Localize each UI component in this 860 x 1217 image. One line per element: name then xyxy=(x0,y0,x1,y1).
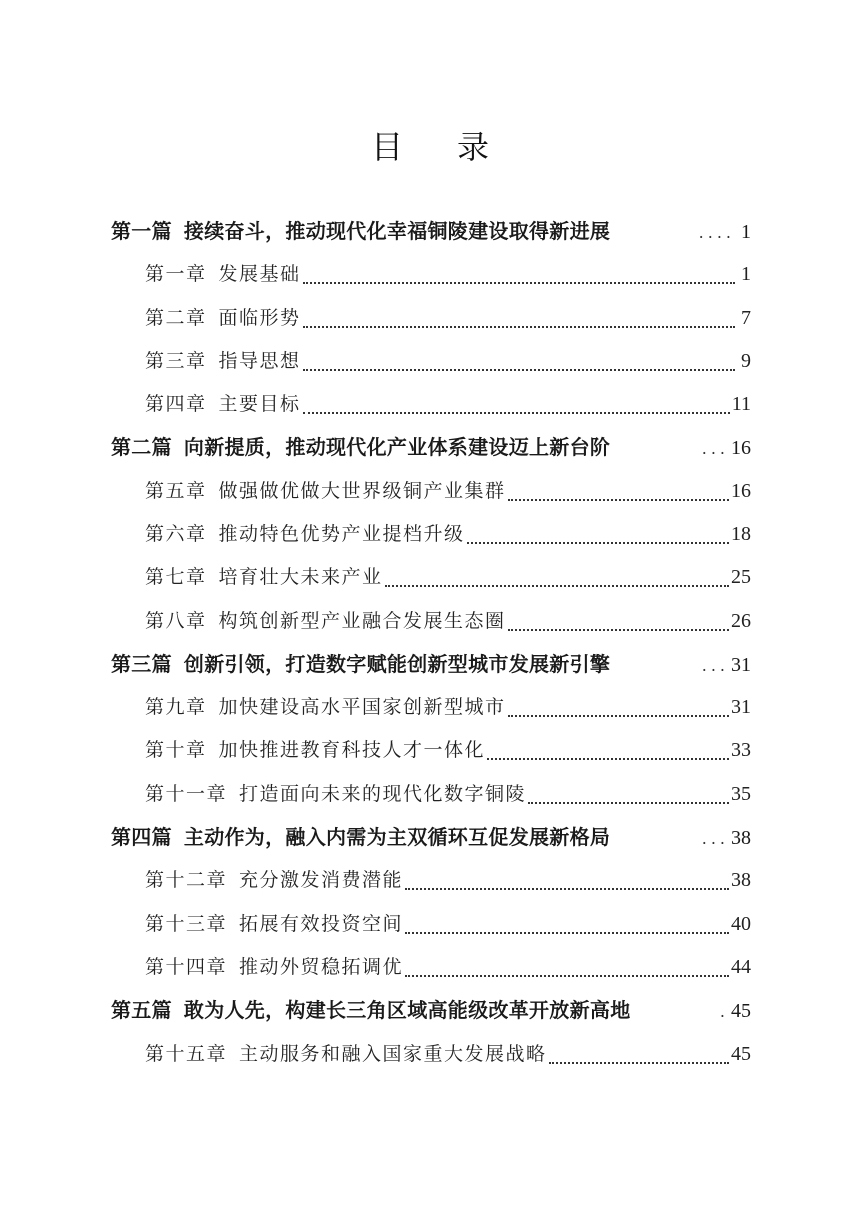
toc-part-entry[interactable] xyxy=(111,989,751,1032)
entry-number: 第十三章 xyxy=(145,913,228,935)
entry-page-number: 26 xyxy=(731,610,751,632)
entry-page-number: 9 xyxy=(741,350,751,372)
dot-leader xyxy=(303,326,735,328)
entry-title: 推动外贸稳拓调优 xyxy=(239,956,404,978)
entry-title: 加快推进教育科技人才一体化 xyxy=(218,739,486,761)
entry-number: 第五章 xyxy=(145,480,207,502)
entry-page-number: 33 xyxy=(731,739,751,761)
dot-leader xyxy=(467,542,729,544)
entry-title: 做强做优做大世界级铜产业集群 xyxy=(218,480,506,502)
entry-page-number: 31 xyxy=(731,696,751,718)
toc-chapter-entry[interactable] xyxy=(145,1033,751,1076)
toc-chapter-entry[interactable] xyxy=(145,513,751,556)
dot-leader xyxy=(405,888,729,890)
entry-number: 第一篇 xyxy=(111,219,172,243)
entry-page-number: 1 xyxy=(741,263,751,285)
entry-number: 第十二章 xyxy=(145,869,228,891)
entry-page-number: 18 xyxy=(731,523,751,545)
entry-page-number: 40 xyxy=(731,913,751,935)
entry-title: 主动作为，融入内需为主双循环互促发展新格局 xyxy=(183,825,611,849)
entry-title: 面临形势 xyxy=(218,307,301,329)
entry-number: 第四章 xyxy=(145,393,207,415)
entry-title: 培育壮大未来产业 xyxy=(218,566,383,588)
entry-title: 充分激发消费潜能 xyxy=(239,869,404,891)
entry-number: 第一章 xyxy=(145,263,207,285)
entry-page-number: 25 xyxy=(731,566,751,588)
entry-title: 创新引领，打造数字赋能创新型城市发展新引擎 xyxy=(183,652,611,676)
entry-number: 第九章 xyxy=(145,696,207,718)
entry-page-number: 38 xyxy=(731,869,751,891)
entry-title: 推动特色优势产业提档升级 xyxy=(218,523,465,545)
dot-leader xyxy=(508,629,729,631)
entry-number: 第二章 xyxy=(145,307,207,329)
dot-leader: . xyxy=(719,1002,729,1021)
entry-number: 第七章 xyxy=(145,566,207,588)
entry-page-number: 44 xyxy=(731,956,751,978)
toc-part-entry[interactable] xyxy=(111,426,751,469)
entry-number: 第十四章 xyxy=(145,956,228,978)
toc-heading xyxy=(0,122,860,172)
toc-chapter-entry[interactable] xyxy=(145,859,751,902)
entry-page-number: 45 xyxy=(731,1000,751,1022)
toc-chapter-entry[interactable] xyxy=(145,773,751,816)
dot-leader xyxy=(385,585,729,587)
entry-page-number: 16 xyxy=(731,480,751,502)
entry-page-number: 45 xyxy=(731,1043,751,1065)
toc-chapter-entry[interactable] xyxy=(145,903,751,946)
entry-number: 第十五章 xyxy=(145,1043,228,1065)
dot-leader xyxy=(508,715,729,717)
dot-leader xyxy=(487,758,729,760)
entry-number: 第五篇 xyxy=(111,998,172,1022)
entry-page-number: 1 xyxy=(741,221,751,243)
dot-leader xyxy=(303,412,730,414)
toc-chapter-entry[interactable] xyxy=(145,297,751,340)
entry-title: 主要目标 xyxy=(218,393,301,415)
entry-number: 第三篇 xyxy=(111,652,172,676)
toc-part-entry[interactable] xyxy=(111,816,751,859)
entry-title: 加快建设高水平国家创新型城市 xyxy=(218,696,506,718)
dot-leader xyxy=(508,499,729,501)
dot-leader: ... xyxy=(701,829,729,848)
toc-chapter-entry[interactable] xyxy=(145,340,751,383)
entry-number: 第十一章 xyxy=(145,783,228,805)
entry-page-number: 16 xyxy=(731,437,751,459)
entry-title: 指导思想 xyxy=(218,350,301,372)
toc-chapter-entry[interactable] xyxy=(145,729,751,772)
entry-number: 第十章 xyxy=(145,739,207,761)
toc-part-entry[interactable] xyxy=(111,643,751,686)
toc-part-entry[interactable] xyxy=(111,210,751,253)
entry-page-number: 7 xyxy=(741,307,751,329)
toc-heading-char-2: 录 xyxy=(457,128,490,166)
toc-chapter-entry[interactable] xyxy=(145,600,751,643)
entry-number: 第八章 xyxy=(145,610,207,632)
dot-leader xyxy=(303,282,735,284)
entry-page-number: 11 xyxy=(731,393,751,415)
entry-number: 第三章 xyxy=(145,350,207,372)
entry-page-number: 38 xyxy=(731,827,751,849)
toc-chapter-entry[interactable] xyxy=(145,470,751,513)
entry-title: 发展基础 xyxy=(218,263,301,285)
toc-heading-char-1: 目 xyxy=(370,128,403,166)
entry-number: 第六章 xyxy=(145,523,207,545)
entry-page-number: 35 xyxy=(731,783,751,805)
entry-title: 向新提质，推动现代化产业体系建设迈上新台阶 xyxy=(183,435,611,459)
dot-leader xyxy=(528,802,729,804)
entry-title: 接续奋斗，推动现代化幸福铜陵建设取得新进展 xyxy=(183,219,611,243)
dot-leader xyxy=(405,932,729,934)
dot-leader: ... xyxy=(701,439,729,458)
entry-title: 敢为人先，构建长三角区域高能级改革开放新高地 xyxy=(183,998,631,1022)
dot-leader: .... xyxy=(698,223,735,242)
entry-page-number: 31 xyxy=(731,654,751,676)
dot-leader: ... xyxy=(701,656,729,675)
entry-title: 打造面向未来的现代化数字铜陵 xyxy=(239,783,527,805)
entry-title: 拓展有效投资空间 xyxy=(239,913,404,935)
toc-chapter-entry[interactable] xyxy=(145,253,751,296)
entry-number: 第二篇 xyxy=(111,435,172,459)
toc-chapter-entry[interactable] xyxy=(145,556,751,599)
toc-chapter-entry[interactable] xyxy=(145,946,751,989)
toc-chapter-entry[interactable] xyxy=(145,383,751,426)
dot-leader xyxy=(303,369,735,371)
toc-chapter-entry[interactable] xyxy=(145,686,751,729)
dot-leader xyxy=(549,1062,729,1064)
entry-title: 主动服务和融入国家重大发展战略 xyxy=(239,1043,547,1065)
dot-leader xyxy=(405,975,729,977)
entry-title: 构筑创新型产业融合发展生态圈 xyxy=(218,610,506,632)
entry-number: 第四篇 xyxy=(111,825,172,849)
